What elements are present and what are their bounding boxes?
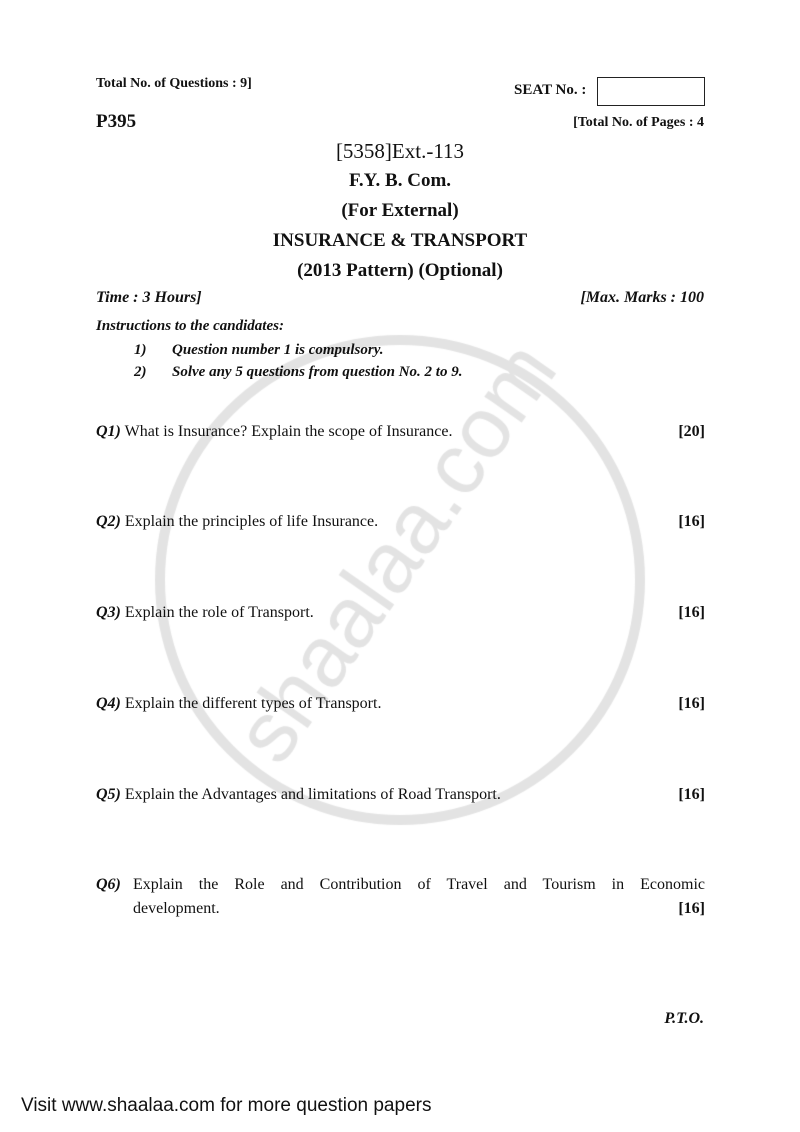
question-text: What is Insurance? Explain the scope of Insurance.	[124, 423, 453, 440]
question-marks: [16]	[678, 513, 705, 530]
question-number: Q1)	[96, 423, 121, 440]
please-turn-over: P.T.O.	[664, 1010, 704, 1027]
total-pages: [Total No. of Pages : 4	[573, 115, 704, 130]
question-marks: [16]	[678, 695, 705, 712]
question-6	[96, 876, 705, 922]
question-number: Q3)	[96, 604, 121, 621]
instruction-text: Question number 1 is compulsory.	[172, 342, 384, 358]
time: Time : 3 Hours]	[96, 289, 202, 306]
question-marks: [20]	[678, 423, 705, 440]
instruction-num: 1)	[134, 342, 147, 358]
instructions-heading: Instructions to the candidates:	[96, 318, 284, 334]
question-marks: [16]	[678, 604, 705, 621]
mode: (For External)	[341, 200, 459, 221]
paper-code: P395	[96, 111, 137, 132]
exam-code: [5358]Ext.-113	[335, 139, 465, 163]
question-1	[96, 423, 705, 441]
footer-link-text[interactable]: Visit www.shaalaa.com for more question papers	[21, 1095, 432, 1116]
question-4	[96, 695, 705, 713]
question-text-continued: development.	[133, 900, 220, 917]
subject-title: INSURANCE & TRANSPORT	[272, 230, 528, 251]
question-marks: [16]	[678, 900, 705, 917]
question-number: Q2)	[96, 513, 121, 530]
max-marks: [Max. Marks : 100	[580, 289, 704, 306]
question-number: Q4)	[96, 695, 121, 712]
instruction-text: Solve any 5 questions from question No. 2 to 9.	[172, 364, 463, 380]
question-5	[96, 786, 705, 804]
seat-label: SEAT No. :	[514, 82, 587, 98]
seat-number-box[interactable]	[597, 77, 705, 106]
course: F.Y. B. Com.	[348, 170, 452, 191]
question-number: Q5)	[96, 786, 121, 803]
pattern: (2013 Pattern) (Optional)	[297, 260, 503, 281]
question-text: Explain the Advantages and limitations of Road Transport.	[124, 786, 501, 803]
question-text: Explain the different types of Transport.	[124, 695, 382, 712]
instruction-num: 2)	[134, 364, 147, 380]
question-3	[96, 604, 705, 622]
question-marks: [16]	[678, 786, 705, 803]
total-questions: Total No. of Questions : 9]	[96, 76, 252, 91]
question-number: Q6)	[96, 876, 121, 893]
question-2	[96, 513, 705, 531]
question-text: Explain the role of Transport.	[124, 604, 314, 621]
question-text: Explain the principles of life Insurance.	[124, 513, 379, 530]
question-text: Explain the Role and Contribution of Travel and Tourism in Economic	[133, 876, 705, 893]
